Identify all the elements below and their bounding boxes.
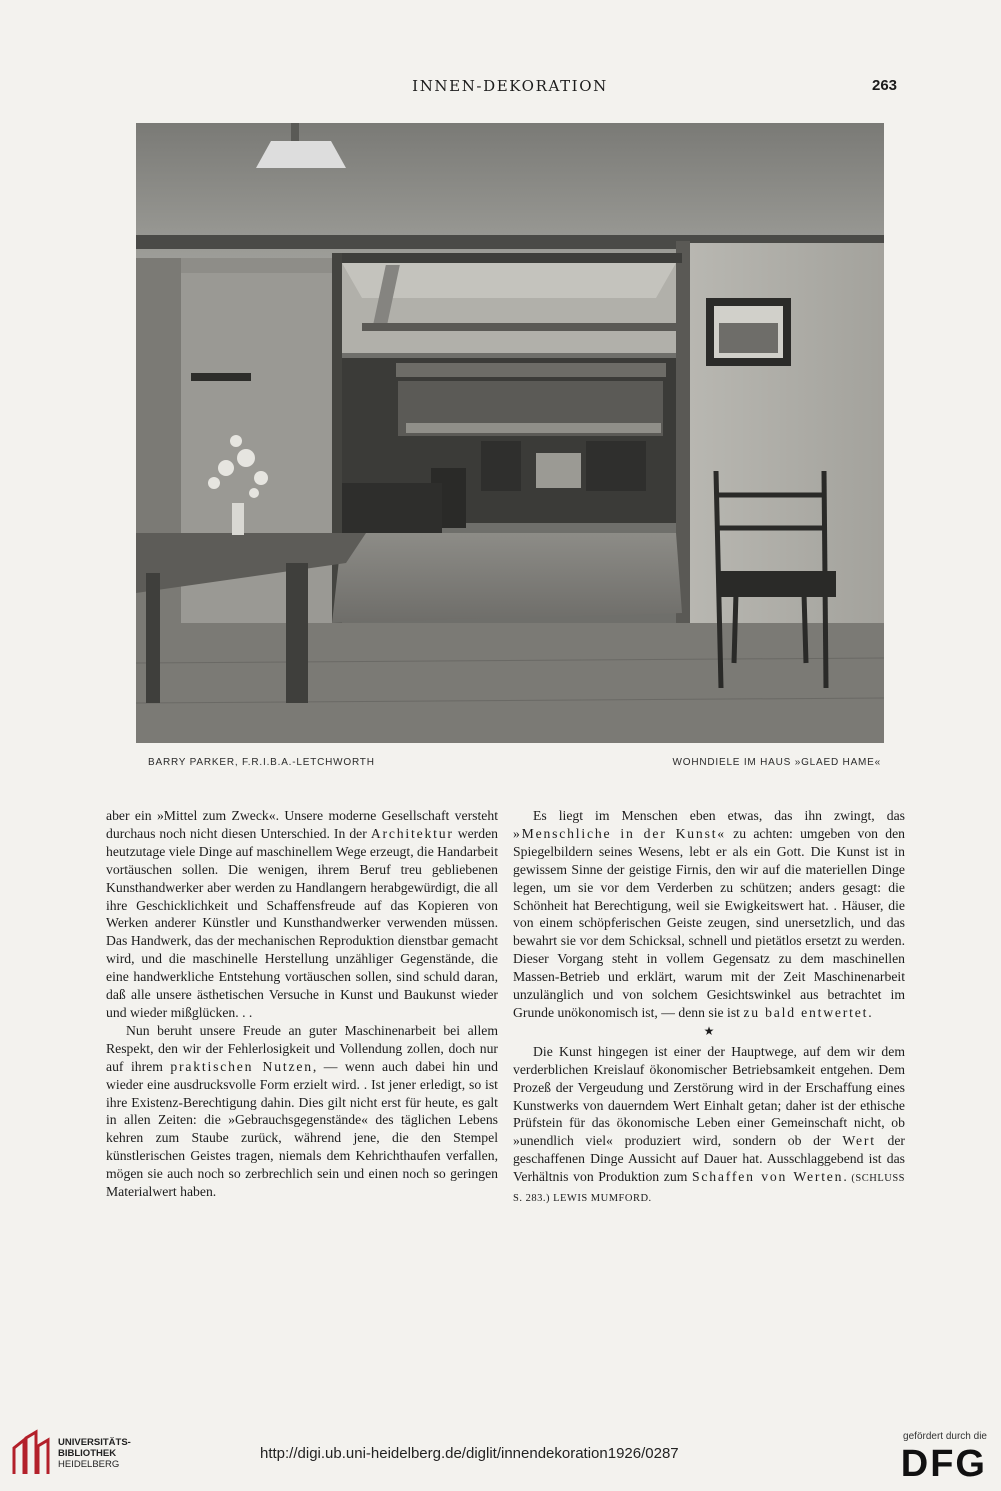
paragraph: Nun beruht unsere Freude an guter Maschinenarbeit bei allem Respekt, den wir der Fehlerlosigkeit und Vollendung zollen, doch nur auf ihrem praktischen Nutzen, — wenn auch dabei hin und wieder eine ausdrucksvolle Form erzielt wird. . Ist jener erledigt, so ist ihre Existenz-Berechtigung dahin. Dies gilt nicht erst für heute, es galt in allen Zeiten: die »Gebrauchsgegenstände« des täglichen Lebens kehren zum Staube zurück, während jene, die den Stempel künstlerischen Geistes tragen, niemals dem Kehrichthaufen verfallen, mögen sie auch noch so zerbrechlich sein und einen noch so geringen Materialwert haben.: [106, 1022, 498, 1200]
running-title: INNEN-DEKORATION: [412, 77, 608, 95]
digitization-footer: [0, 1420, 1001, 1491]
text-column-right: [513, 807, 905, 1208]
paragraph: Es liegt im Menschen eben etwas, das ihn zwingt, das »Menschliche in der Kunst« zu achten: umgeben von den Spiegelbildern seines Wesens, lebt er als ein Gott. Die Kunst ist in gewissem Sinne der geistige Firnis, den wir auf die materiellen Dinge legen, um sie vor dem Verderben zu schützen; anders gesagt: die Schönheit hat Berechtigung, weil sie Ewigkeitswert hat. . Häuser, die von einem schöpferischen Geiste zeugen, sind unersetzlich, und das bewahrt sie vor dem Schicksal, schnell und pietätlos ersetzt zu werden. Dieser Vorgang steht in vollem Gegensatz zu dem maschinellen Massen-Betrieb und erklärt, warum mit der Zeit Maschinenarbeit unzulänglich und von solchem Gesichtswinkel aus betrachtet im Grunde unökonomisch ist, — denn sie ist zu bald entwertet.: [513, 808, 906, 1020]
spaced-emphasis: Wert: [842, 1133, 876, 1149]
spaced-emphasis: Architektur: [370, 825, 454, 841]
running-head: [0, 77, 1001, 97]
spaced-emphasis: »Menschliche in der Kunst«: [513, 825, 726, 841]
paragraph: Die Kunst hingegen ist einer der Hauptwege, auf dem wir dem verderblichen Kreislauf ökonomischer Betriebsamkeit entgehen. Dem Prozeß der Vergeudung und Zerstörung wird in der Erschaffung eines Kunstwerks von dauerndem Wert Einhalt getan; daher ist der ethische Prüfstein für das ökonomische Leben einer Gemeinschaft nicht, ob »unendlich viel« produziert wird, sondern ob der Wert der geschaffenen Dinge Aussicht auf Dauer hat. Ausschlaggebend ist das Verhältnis von Produktion zum Schaffen von Werten. (SCHLUSS S. 283.) LEWIS MUMFORD.: [513, 1043, 906, 1205]
paragraph: aber ein »Mittel zum Zweck«. Unsere moderne Gesellschaft versteht durchaus noch nicht diesen Unterschied. In der Architektur werden heutzutage viele Dinge auf maschinellem Wege erzeugt, die Handarbeit vortäuschen sollen. Die wenigen, ihrem Beruf treu gebliebenen Kunsthandwerker aber werden zu Handlangern herabgewürdigt, die all ihre Geschicklichkeit und Schaffensfreude auf das Kopieren von Werken anderer Künstler und Kunsthandwerker verwenden müssen. Das Handwerk, das der mechanischen Reproduktion dienstbar gemacht wird, und die maschinelle Herstellung unzähliger Gegenstände, die eine handwerkliche Entstehung vortäuschen sollen, sind schuld daran, daß alle unsere ästhetischen Versuche in Kunst und Baukunst wieder und wieder mißglücken. . .: [106, 808, 499, 1020]
caption-architect: BARRY PARKER, F.R.I.B.A.-LETCHWORTH: [148, 757, 375, 768]
spaced-emphasis: Schaffen von Werten: [692, 1169, 844, 1185]
interior-photograph: [136, 123, 884, 743]
library-name: UNIVERSITÄTS- BIBLIOTHEK HEIDELBERG: [58, 1437, 131, 1470]
spaced-emphasis: praktischen Nutzen: [170, 1058, 313, 1074]
text-column-left: [106, 807, 498, 1201]
dfg-logo: DFG: [900, 1443, 987, 1485]
page-number: 263: [872, 77, 898, 94]
section-separator-star: ★: [703, 1023, 715, 1038]
caption-title: WOHNDIELE IM HAUS »GLAED HAME«: [672, 757, 881, 768]
author-signature: (SCHLUSS S. 283.) LEWIS MUMFORD.: [513, 1173, 906, 1205]
spaced-emphasis: zu bald entwertet: [743, 1004, 869, 1020]
permalink-url[interactable]: http://digi.ub.uni-heidelberg.de/diglit/innendekoration1926/0287: [260, 1445, 679, 1462]
funding-note: gefördert durch die: [903, 1431, 987, 1442]
university-library-logo-icon: [10, 1428, 54, 1478]
